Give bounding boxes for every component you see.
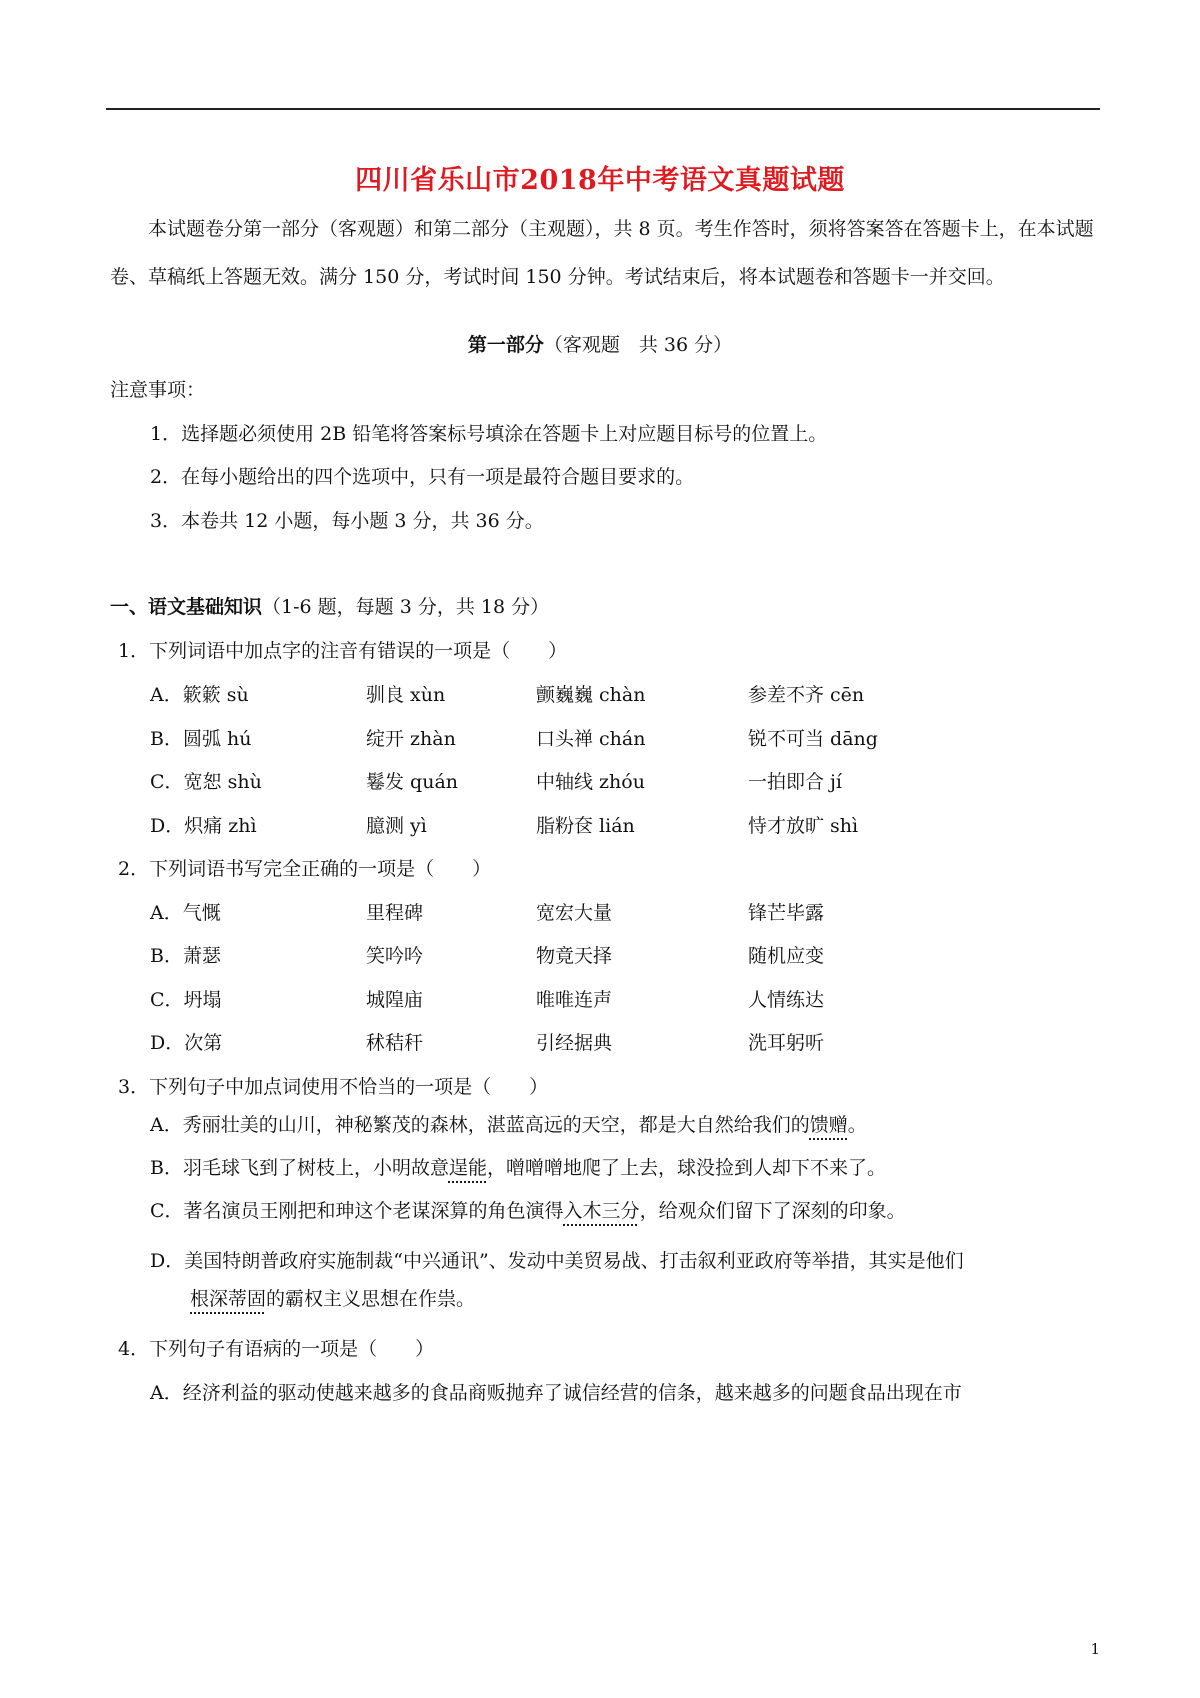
part1-heading: 第一部分（客观题 共 36 分） <box>467 334 733 356</box>
notice-1: 1．选择题必须使用 2B 铅笔将答案标号填涂在答题卡上对应题目标号的位置上。 <box>150 423 828 445</box>
q3-option-d-line1: D．美国特朗普政府实施制裁“中兴通讯”、发动中美贸易战、打击叙利亚政府等举措，其实是他们 <box>150 1250 964 1272</box>
q4-option-a: A．经济利益的驱动使越来越多的食品商贩抛弃了诚信经营的信条，越来越多的问题食品出现在市 <box>150 1382 962 1404</box>
exam-title: 四川省乐山市2018年中考语文真题试题 <box>355 165 845 196</box>
section1-heading: 一、语文基础知识（1-6 题，每题 3 分，共 18 分） <box>110 596 550 618</box>
q3-option-d-line2: 根深蒂固的霸权主义思想在作祟。 <box>190 1288 476 1310</box>
q1-option-b: B．圆弧 hú 绽开 zhàn 口头禅 chán 锐不可当 dāng <box>150 728 878 750</box>
q3-stem: 3．下列句子中加点词使用不恰当的一项是（ ） <box>118 1076 549 1098</box>
q3-option-b: B．羽毛球飞到了树枝上，小明故意逞能，噌噌噌地爬了上去，球没捡到人却下不来了。 <box>150 1157 886 1179</box>
notice-2: 2．在每小题给出的四个选项中，只有一项是最符合题目要求的。 <box>150 466 695 488</box>
notice-label: 注意事项： <box>110 379 206 401</box>
notice-3: 3．本卷共 12 小题，每小题 3 分，共 36 分。 <box>150 510 544 532</box>
q3-option-a: A．秀丽壮美的山川，神秘繁茂的森林，湛蓝高远的天空，都是大自然给我们的馈赠。 <box>150 1114 867 1136</box>
q2-option-b: B．萧瑟 笑吟吟 物竟天择 随机应变 <box>150 945 825 967</box>
q1-stem: 1．下列词语中加点字的注音有错误的一项是（ ） <box>118 640 568 662</box>
q2-option-a: A．气慨 里程碑 宽宏大量 锋芒毕露 <box>150 902 825 924</box>
intro-paragraph: 本试题卷分第一部分（客观题）和第二部分（主观题），共 8 页。考生作答时，须将答案答在答题卡上，在本试题卷、草稿纸上答题无效。满分 150 分，考试时间 150 分钟。考试结束后，将本试题卷和答题卡一并交回。 <box>110 218 1094 288</box>
q2-option-c: C．坍塌 城隍庙 唯唯连声 人情练达 <box>150 989 825 1011</box>
header-rule <box>106 108 1100 110</box>
page-number: 1 <box>1090 1640 1100 1658</box>
q1-option-c: C．宽恕 shù 鬈发 quán 中轴线 zhóu 一拍即合 jí <box>150 771 843 793</box>
q1-option-d: D．炽痛 zhì 臆测 yì 脂粉奁 lián 恃才放旷 shì <box>150 815 859 837</box>
q3-option-c: C．著名演员王刚把和珅这个老谋深算的角色演得入木三分，给观众们留下了深刻的印象。 <box>150 1200 906 1222</box>
q4-stem: 4．下列句子有语病的一项是（ ） <box>118 1338 435 1360</box>
q2-option-d: D．次第 秫秸秆 引经据典 洗耳躬听 <box>150 1032 825 1054</box>
q1-option-a: A．簌簌 sù 驯良 xùn 颤巍巍 chàn 参差不齐 cēn <box>150 684 865 706</box>
q2-stem: 2．下列词语书写完全正确的一项是（ ） <box>118 858 492 880</box>
